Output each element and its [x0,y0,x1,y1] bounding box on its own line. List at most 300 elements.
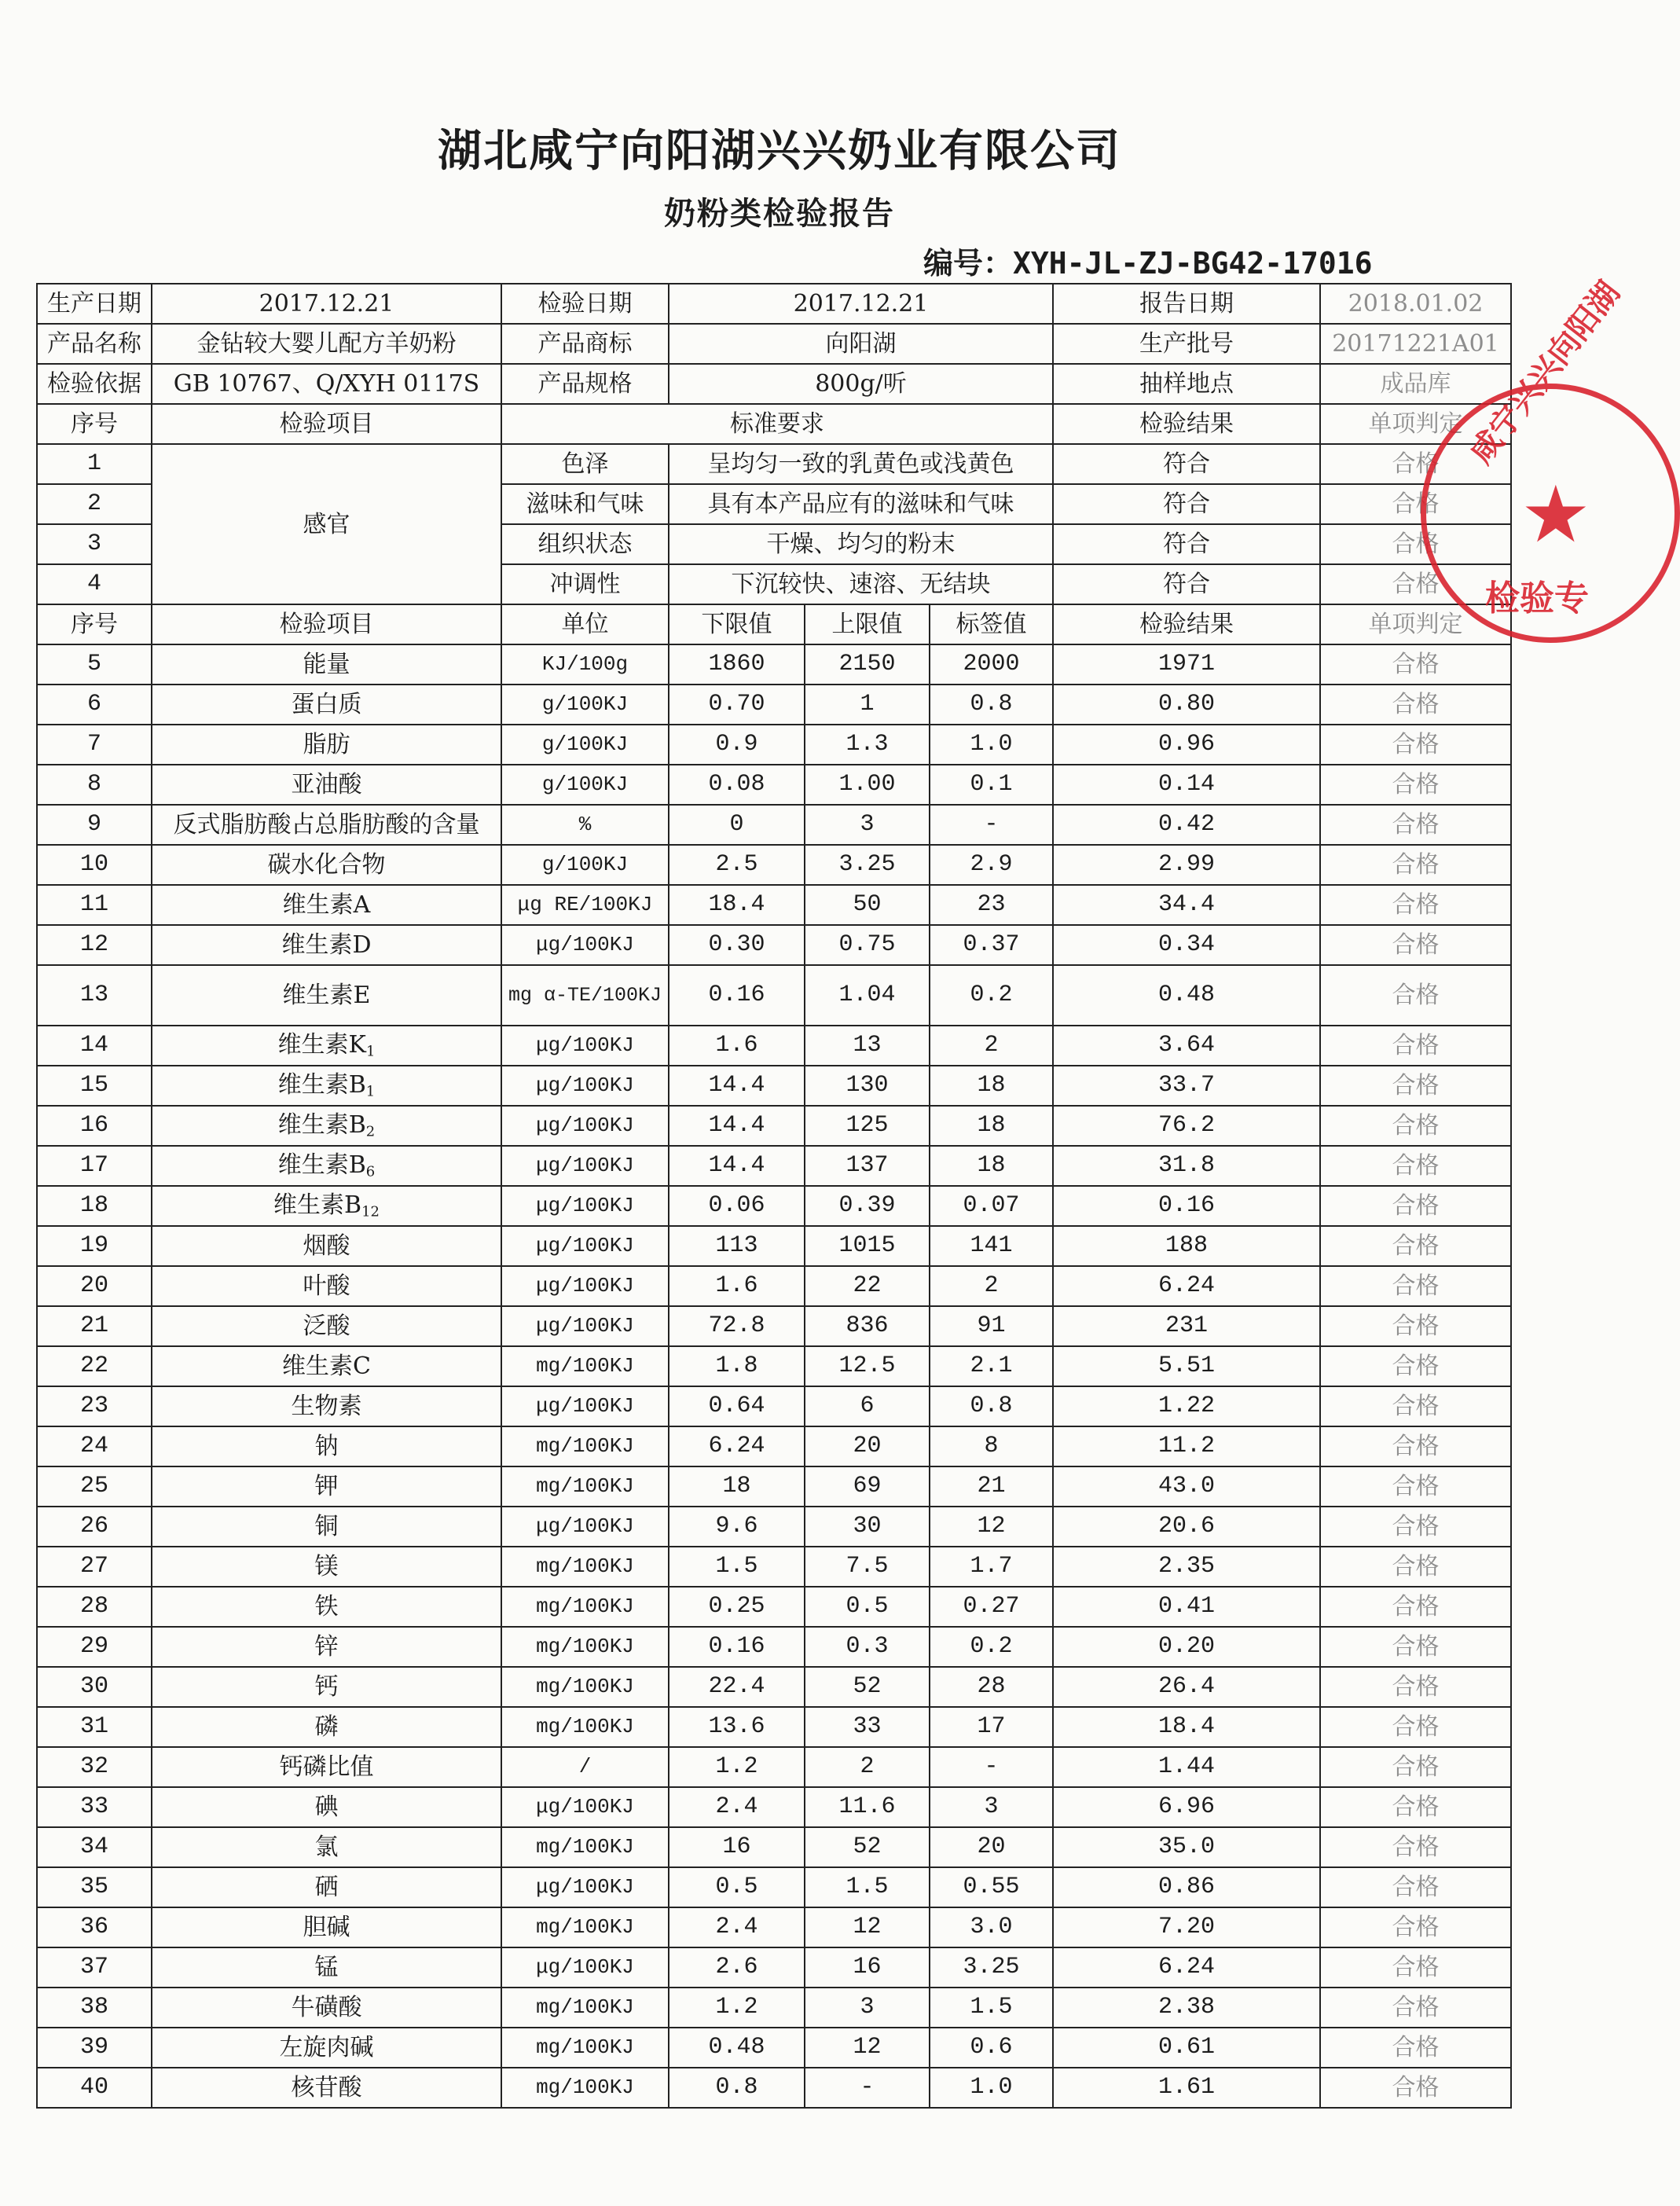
unit-cell: mg/100KJ [501,1466,669,1507]
nutrient-name-text: 铜 [314,1513,339,1540]
nutrient-name-text: 维生素B [277,1070,366,1099]
upper-limit: 16 [805,1947,930,1988]
nutrient-row [37,765,1511,805]
nutrient-name [152,1787,501,1827]
unit-cell: μg/100KJ [501,1026,669,1066]
item-judgement: 合格 [1320,1106,1511,1146]
item-judgement: 合格 [1320,1226,1511,1266]
info-label: 产品规格 [501,364,669,404]
label-value: 23 [930,885,1053,925]
header-cell: 检验项目 [152,604,501,644]
row-number: 8 [37,765,152,805]
report-title: 奶粉类检验报告 [664,195,895,232]
lower-limit: 22.4 [669,1667,805,1707]
label-value: 3 [930,1787,1053,1827]
info-row [37,324,1511,364]
unit-cell: μg/100KJ [501,1386,669,1426]
label-value: 2.9 [930,845,1053,885]
label-value: 18 [930,1106,1053,1146]
row-number: 5 [37,644,152,685]
info-label: 生产日期 [37,284,152,324]
item-judgement: 合格 [1320,1988,1511,2028]
row-number: 19 [37,1226,152,1266]
nutrient-row [37,1827,1511,1867]
inspection-result: 11.2 [1053,1426,1320,1466]
nutrient-name-text: 生物素 [291,1393,362,1420]
header-cell: 下限值 [669,604,805,644]
upper-limit: 1.00 [805,765,930,805]
inspection-result: 0.16 [1053,1186,1320,1226]
inspection-result: 0.96 [1053,725,1320,765]
unit-cell: mg/100KJ [501,1827,669,1867]
nutrient-subscript: 6 [365,1163,376,1180]
item-judgement: 合格 [1320,1587,1511,1627]
nutrient-name-text: 烟酸 [303,1232,350,1260]
upper-limit: 125 [805,1106,930,1146]
row-number: 4 [37,564,152,604]
nutrient-name [152,1827,501,1867]
nutrient-name-text: 反式脂肪酸占总脂肪酸的含量 [173,811,480,839]
nutrient-name [152,1146,501,1186]
company-name: 湖北咸宁向阳湖兴兴奶业有限公司 [438,125,1121,177]
item-judgement: 合格 [1320,1867,1511,1907]
row-number: 11 [37,885,152,925]
unit-cell: KJ/100g [501,644,669,685]
lower-limit: 0.30 [669,925,805,965]
inspection-result: 0.86 [1053,1867,1320,1907]
label-value: 20 [930,1827,1053,1867]
item-judgement: 合格 [1320,1507,1511,1547]
unit-cell: mg/100KJ [501,1426,669,1466]
item-judgement: 合格 [1320,1386,1511,1426]
row-number: 39 [37,2028,152,2068]
label-value: 0.8 [930,685,1053,725]
upper-limit: 12 [805,2028,930,2068]
upper-limit: 836 [805,1306,930,1346]
unit-cell: mg/100KJ [501,1547,669,1587]
nutrient-name [152,1867,501,1907]
info-value: 金钻较大婴儿配方羊奶粉 [152,324,501,364]
nutrient-name [152,1386,501,1426]
lower-limit: 16 [669,1827,805,1867]
inspection-result: 35.0 [1053,1827,1320,1867]
unit-cell: μg/100KJ [501,1226,669,1266]
unit-cell: mg α-TE/100KJ [501,965,669,1026]
inspection-result: 0.20 [1053,1627,1320,1667]
lower-limit: 0 [669,805,805,845]
item-judgement: 合格 [1320,444,1511,484]
lower-limit: 1.6 [669,1266,805,1306]
lower-limit: 2.6 [669,1947,805,1988]
info-value: 2017.12.21 [669,284,1053,324]
label-value: 28 [930,1667,1053,1707]
label-value: 0.27 [930,1587,1053,1627]
lower-limit: 1.2 [669,1747,805,1787]
lower-limit: 0.8 [669,2068,805,2108]
item-judgement: 合格 [1320,1947,1511,1988]
nutrient-name-text: 维生素C [282,1353,371,1380]
unit-cell: mg/100KJ [501,2068,669,2108]
unit-cell: mg/100KJ [501,1627,669,1667]
nutrient-row [37,1106,1511,1146]
nutrient-row [37,1787,1511,1827]
inspection-result: 3.64 [1053,1026,1320,1066]
item-judgement: 合格 [1320,1907,1511,1947]
nutrient-name-text: 维生素B [277,1110,366,1139]
row-number: 6 [37,685,152,725]
nutrient-name [152,845,501,885]
lower-limit: 0.16 [669,1627,805,1667]
nutrient-row [37,1306,1511,1346]
unit-cell: g/100KJ [501,725,669,765]
nutrient-row [37,1226,1511,1266]
row-number: 40 [37,2068,152,2108]
info-value: 20171221A01 [1320,324,1511,364]
upper-limit: 0.39 [805,1186,930,1226]
info-value: GB 10767、Q/XYH 0117S [152,364,501,404]
label-value: 18 [930,1146,1053,1186]
nutrient-name-text: 氯 [314,1833,339,1861]
nutrient-row [37,2068,1511,2108]
row-number: 10 [37,845,152,885]
nutrient-row [37,805,1511,845]
row-number: 21 [37,1306,152,1346]
nutrient-row [37,1988,1511,2028]
nutrient-name [152,1306,501,1346]
unit-cell: mg/100KJ [501,2028,669,2068]
row-number: 26 [37,1507,152,1547]
unit-cell: mg/100KJ [501,1707,669,1747]
item-judgement: 合格 [1320,965,1511,1026]
info-value: 成品库 [1320,364,1511,404]
seal-label: 检验专 [1485,578,1589,618]
row-number: 15 [37,1066,152,1106]
header-cell: 单项判定 [1320,404,1511,444]
info-value: 2017.12.21 [152,284,501,324]
unit-cell: μg/100KJ [501,1066,669,1106]
nutrient-row [37,845,1511,885]
item-judgement: 合格 [1320,845,1511,885]
lower-limit: 0.64 [669,1386,805,1426]
upper-limit: 3.25 [805,845,930,885]
unit-cell: g/100KJ [501,685,669,725]
star-icon: ★ [1520,468,1591,560]
nutrient-row [37,885,1511,925]
nutrient-name-text: 铁 [314,1593,339,1621]
label-value: 0.37 [930,925,1053,965]
inspection-result: 0.41 [1053,1587,1320,1627]
nutrient-name [152,1667,501,1707]
nutrient-name-text: 钙 [314,1673,339,1701]
lower-limit: 2.5 [669,845,805,885]
nutrient-name-text: 硒 [314,1874,339,1901]
inspection-result: 0.42 [1053,805,1320,845]
nutrient-row [37,1466,1511,1507]
label-value: 141 [930,1226,1053,1266]
nutrient-name [152,1747,501,1787]
row-number: 13 [37,965,152,1026]
item-judgement: 合格 [1320,1827,1511,1867]
nutrient-row [37,1627,1511,1667]
inspection-result: 231 [1053,1306,1320,1346]
nutrient-name [152,1066,501,1106]
inspection-result: 33.7 [1053,1066,1320,1106]
nutrient-name-text: 维生素B [277,1151,366,1179]
row-number: 27 [37,1547,152,1587]
row-number: 24 [37,1426,152,1466]
nutrient-name [152,1988,501,2028]
inspection-result: 符合 [1053,564,1320,604]
nutrient-name [152,965,501,1026]
upper-limit: 50 [805,885,930,925]
row-number: 23 [37,1386,152,1426]
item-judgement: 合格 [1320,1667,1511,1707]
document-number: 编号：XYH-JL-ZJ-BG42-17016 [923,246,1373,281]
nutrient-name-text: 锌 [314,1633,339,1661]
lower-limit: 1.5 [669,1547,805,1587]
nutrient-name [152,805,501,845]
unit-cell: μg RE/100KJ [501,885,669,925]
label-value: 2.1 [930,1346,1053,1386]
nutrient-name [152,1266,501,1306]
row-number: 12 [37,925,152,965]
lower-limit: 13.6 [669,1707,805,1747]
nutrient-name-text: 核苷酸 [291,2074,362,2101]
row-number: 28 [37,1587,152,1627]
nutrient-row [37,1066,1511,1106]
inspection-result: 0.14 [1053,765,1320,805]
item-judgement: 合格 [1320,2068,1511,2108]
label-value: 21 [930,1466,1053,1507]
unit-cell: mg/100KJ [501,1346,669,1386]
item-judgement: 合格 [1320,1466,1511,1507]
unit-cell: μg/100KJ [501,1867,669,1907]
row-number: 16 [37,1106,152,1146]
seal-text: 咸宁兴兴向阳湖 [1463,274,1627,471]
inspection-result: 1971 [1053,644,1320,685]
row-number: 2 [37,484,152,524]
inspection-result: 2.35 [1053,1547,1320,1587]
sensory-attribute: 滋味和气味 [501,484,669,524]
nutrient-name-text: 镁 [314,1553,339,1580]
unit-cell: % [501,805,669,845]
info-label: 报告日期 [1053,284,1320,324]
inspection-result: 34.4 [1053,885,1320,925]
header-cell: 单位 [501,604,669,644]
lower-limit: 0.5 [669,1867,805,1907]
nutrient-name [152,1907,501,1947]
nutrient-name [152,1226,501,1266]
header-cell: 上限值 [805,604,930,644]
label-value: 2 [930,1266,1053,1306]
upper-limit: 12 [805,1907,930,1947]
upper-limit: 20 [805,1426,930,1466]
nutrient-name-text: 蛋白质 [291,691,362,718]
unit-cell: mg/100KJ [501,1587,669,1627]
unit-cell: / [501,1747,669,1787]
info-row [37,364,1511,404]
nutrient-row [37,644,1511,685]
nutrient-name-text: 脂肪 [303,731,350,758]
lower-limit: 0.16 [669,965,805,1026]
nutrient-row [37,1867,1511,1907]
inspection-result: 188 [1053,1226,1320,1266]
upper-limit: 0.75 [805,925,930,965]
nutrient-name [152,2028,501,2068]
label-value: 2000 [930,644,1053,685]
label-value: - [930,1747,1053,1787]
nutrient-name [152,1426,501,1466]
header-cell: 序号 [37,404,152,444]
nutrient-row [37,1667,1511,1707]
nutrient-name-text: 泛酸 [303,1312,350,1340]
header-cell: 检验结果 [1053,404,1320,444]
item-judgement: 合格 [1320,1707,1511,1747]
nutrient-name-text: 碘 [314,1793,339,1821]
nutrient-row [37,925,1511,965]
lower-limit: 0.48 [669,2028,805,2068]
nutrient-subscript: 2 [365,1123,376,1140]
upper-limit: 22 [805,1266,930,1306]
item-judgement: 合格 [1320,805,1511,845]
nutrient-name-text: 维生素B [273,1191,362,1219]
label-value: 17 [930,1707,1053,1747]
nutrient-name [152,1627,501,1667]
item-judgement: 合格 [1320,1186,1511,1226]
info-label: 抽样地点 [1053,364,1320,404]
info-label: 检验依据 [37,364,152,404]
item-judgement: 合格 [1320,685,1511,725]
lower-limit: 1.8 [669,1346,805,1386]
upper-limit: 12.5 [805,1346,930,1386]
nutrient-name-text: 维生素A [282,891,371,919]
header-cell: 检验项目 [152,404,501,444]
nutrient-name [152,765,501,805]
nutrient-name-text: 胆碱 [303,1914,350,1941]
label-value: 0.6 [930,2028,1053,2068]
item-judgement: 合格 [1320,564,1511,604]
item-judgement: 合格 [1320,1266,1511,1306]
nutrient-name-text: 维生素K [277,1030,366,1059]
item-judgement: 合格 [1320,1026,1511,1066]
nutrient-name-text: 锰 [314,1954,339,1981]
item-judgement: 合格 [1320,1627,1511,1667]
row-number: 18 [37,1186,152,1226]
label-value: 0.2 [930,965,1053,1026]
lower-limit: 14.4 [669,1106,805,1146]
nutrient-row [37,1947,1511,1988]
upper-limit: 2150 [805,644,930,685]
inspection-table [36,283,1512,2109]
upper-limit: - [805,2068,930,2108]
upper-limit: 0.3 [805,1627,930,1667]
item-judgement: 合格 [1320,1306,1511,1346]
nutrient-name [152,1026,501,1066]
nutrient-row [37,1907,1511,1947]
row-number: 31 [37,1707,152,1747]
lower-limit: 2.4 [669,1787,805,1827]
info-label: 产品名称 [37,324,152,364]
nutrient-name-text: 维生素D [281,931,372,959]
nutrient-row [37,1266,1511,1306]
nutrient-subscript: 12 [361,1203,380,1220]
nutrient-row [37,965,1511,1026]
unit-cell: g/100KJ [501,765,669,805]
info-value: 2018.01.02 [1320,284,1511,324]
lower-limit: 1860 [669,644,805,685]
sensory-row [37,444,1511,484]
row-number: 22 [37,1346,152,1386]
item-judgement: 合格 [1320,925,1511,965]
nutrient-row [37,1507,1511,1547]
nutrient-name [152,2068,501,2108]
nutrient-row [37,1146,1511,1186]
nutrient-name [152,1707,501,1747]
inspection-result: 6.24 [1053,1266,1320,1306]
upper-limit: 7.5 [805,1547,930,1587]
lower-limit: 0.9 [669,725,805,765]
upper-limit: 69 [805,1466,930,1507]
header-cell: 单项判定 [1320,604,1511,644]
label-value: 1.7 [930,1547,1053,1587]
nutrient-name-text: 亚油酸 [291,771,362,798]
lower-limit: 113 [669,1226,805,1266]
row-number: 30 [37,1667,152,1707]
table-body [37,284,1511,2108]
upper-limit: 3 [805,805,930,845]
company-seal [1421,274,1680,643]
upper-limit: 1.3 [805,725,930,765]
nutrient-row [37,1707,1511,1747]
label-value: 0.07 [930,1186,1053,1226]
nutrient-name-text: 牛磺酸 [291,1994,362,2021]
sensory-requirement: 具有本产品应有的滋味和气味 [669,484,1053,524]
upper-limit: 13 [805,1026,930,1066]
item-judgement: 合格 [1320,644,1511,685]
inspection-result: 6.96 [1053,1787,1320,1827]
label-value: 12 [930,1507,1053,1547]
label-value: 8 [930,1426,1053,1466]
nutrient-name-text: 碳水化合物 [267,851,386,879]
nutrient-subscript: 1 [365,1043,376,1060]
sensory-header-row [37,404,1511,444]
item-judgement: 合格 [1320,1426,1511,1466]
item-judgement: 合格 [1320,1346,1511,1386]
nutrient-name [152,1947,501,1988]
unit-cell: μg/100KJ [501,1306,669,1346]
lower-limit: 1.6 [669,1026,805,1066]
nutrient-name-text: 叶酸 [303,1272,350,1300]
lower-limit: 6.24 [669,1426,805,1466]
item-judgement: 合格 [1320,484,1511,524]
upper-limit: 3 [805,1988,930,2028]
nutrient-row [37,1026,1511,1066]
nutrient-name-text: 钾 [314,1473,339,1500]
nutrient-name [152,1186,501,1226]
item-judgement: 合格 [1320,1747,1511,1787]
lower-limit: 0.70 [669,685,805,725]
label-value: 2 [930,1026,1053,1066]
sensory-attribute: 冲调性 [501,564,669,604]
row-number: 29 [37,1627,152,1667]
row-number: 17 [37,1146,152,1186]
nutrient-row [37,1186,1511,1226]
upper-limit: 52 [805,1827,930,1867]
inspection-result: 0.48 [1053,965,1320,1026]
row-number: 36 [37,1907,152,1947]
upper-limit: 1.04 [805,965,930,1026]
nutrient-name-text: 左旋肉碱 [279,2034,374,2061]
